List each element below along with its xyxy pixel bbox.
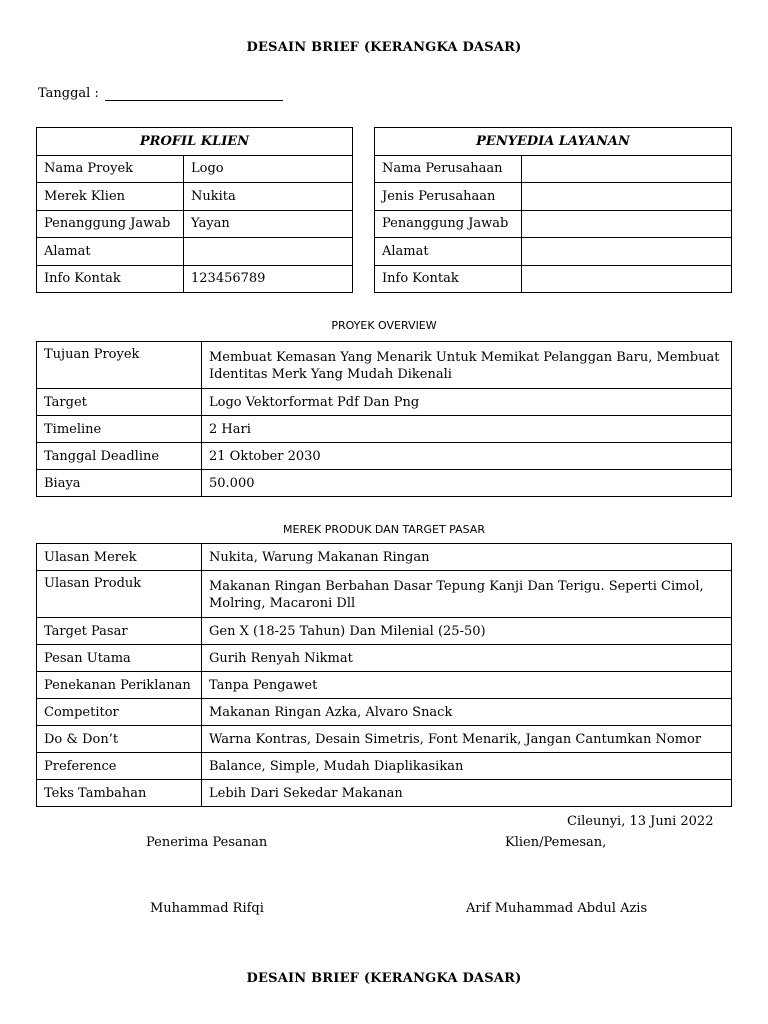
- row-value: Balance, Simple, Mudah Diaplikasikan: [202, 753, 732, 780]
- document-title: DESAIN BRIEF (KERANGKA DASAR): [246, 40, 522, 55]
- row-value: [522, 238, 732, 266]
- row-value: [522, 155, 732, 183]
- proyek-overview-table: [36, 341, 732, 497]
- row-label: Preference: [37, 753, 202, 780]
- footer-title: DESAIN BRIEF (KERANGKA DASAR): [246, 971, 522, 986]
- profil-klien-heading: PROFIL KLIEN: [37, 128, 353, 156]
- table-row: [375, 155, 732, 183]
- merek-produk-heading: MEREK PRODUK DAN TARGET PASAR: [283, 523, 485, 536]
- right-role: Klien/Pemesan,: [505, 835, 607, 850]
- row-label: Teks Tambahan: [37, 780, 202, 807]
- row-value: Makanan Ringan Azka, Alvaro Snack: [202, 699, 732, 726]
- row-value: Makanan Ringan Berbahan Dasar Tepung Kanji Dan Terigu. Seperti Cimol, Molring, Macaroni Dll: [202, 571, 732, 618]
- table-row: [37, 183, 353, 211]
- table-row: [375, 265, 732, 293]
- table-row: [37, 470, 732, 497]
- table-row: [37, 618, 732, 645]
- row-label: Tujuan Proyek: [37, 342, 202, 389]
- row-value: Gurih Renyah Nikmat: [202, 645, 732, 672]
- merek-produk-table: [36, 543, 732, 807]
- table-row: [37, 672, 732, 699]
- date-label: Tanggal :: [38, 86, 99, 101]
- row-label: Penanggung Jawab: [37, 210, 184, 238]
- row-label: Penekanan Periklanan: [37, 672, 202, 699]
- table-row: [37, 699, 732, 726]
- row-label: Nama Proyek: [37, 155, 184, 183]
- row-value: Warna Kontras, Desain Simetris, Font Menarik, Jangan Cantumkan Nomor: [202, 726, 732, 753]
- row-label: Jenis Perusahaan: [375, 183, 522, 211]
- row-value: Gen X (18-25 Tahun) Dan Milenial (25-50): [202, 618, 732, 645]
- table-row: [37, 389, 732, 416]
- table-row: [37, 265, 353, 293]
- row-label: Info Kontak: [37, 265, 184, 293]
- row-label: Ulasan Merek: [37, 544, 202, 571]
- row-label: Ulasan Produk: [37, 571, 202, 618]
- table-row: [375, 210, 732, 238]
- penyedia-layanan-heading: PENYEDIA LAYANAN: [375, 128, 732, 156]
- row-label: Nama Perusahaan: [375, 155, 522, 183]
- row-label: Tanggal Deadline: [37, 443, 202, 470]
- row-label: Target Pasar: [37, 618, 202, 645]
- row-label: Timeline: [37, 416, 202, 443]
- left-role: Penerima Pesanan: [146, 835, 268, 850]
- place-date: Cileunyi, 13 Juni 2022: [567, 814, 714, 829]
- row-value: 21 Oktober 2030: [202, 443, 732, 470]
- date-row: [38, 86, 283, 101]
- proyek-overview-heading: PROYEK OVERVIEW: [331, 319, 437, 332]
- row-label: Penanggung Jawab: [375, 210, 522, 238]
- row-label: Alamat: [375, 238, 522, 266]
- table-row: [37, 544, 732, 571]
- row-label: Merek Klien: [37, 183, 184, 211]
- row-value: [522, 183, 732, 211]
- table-row: [37, 416, 732, 443]
- table-row: [375, 238, 732, 266]
- table-row: [37, 726, 732, 753]
- row-value: Logo: [184, 155, 353, 183]
- table-row: [37, 753, 732, 780]
- row-label: Competitor: [37, 699, 202, 726]
- row-value: 123456789: [184, 265, 353, 293]
- row-value: Logo Vektorformat Pdf Dan Png: [202, 389, 732, 416]
- row-value: 2 Hari: [202, 416, 732, 443]
- row-value: [522, 265, 732, 293]
- table-row: [37, 645, 732, 672]
- row-value: Membuat Kemasan Yang Menarik Untuk Memikat Pelanggan Baru, Membuat Identitas Merk Yang Mudah Dikenali: [202, 342, 732, 389]
- left-signer-name: Muhammad Rifqi: [150, 901, 264, 916]
- row-value: 50.000: [202, 470, 732, 497]
- right-signer-name: Arif Muhammad Abdul Azis: [466, 901, 648, 916]
- row-label: Pesan Utama: [37, 645, 202, 672]
- row-value: Lebih Dari Sekedar Makanan: [202, 780, 732, 807]
- row-label: Alamat: [37, 238, 184, 266]
- table-row: [37, 210, 353, 238]
- penyedia-layanan-table: [374, 127, 732, 293]
- table-row: [37, 571, 732, 618]
- row-value: Nukita: [184, 183, 353, 211]
- table-row: [37, 155, 353, 183]
- profil-klien-table: [36, 127, 353, 293]
- row-value: [184, 238, 353, 266]
- table-row: [37, 238, 353, 266]
- row-label: Target: [37, 389, 202, 416]
- row-value: Yayan: [184, 210, 353, 238]
- table-row: [37, 342, 732, 389]
- row-label: Info Kontak: [375, 265, 522, 293]
- row-label: Biaya: [37, 470, 202, 497]
- table-row: [37, 780, 732, 807]
- row-value: [522, 210, 732, 238]
- row-value: Nukita, Warung Makanan Ringan: [202, 544, 732, 571]
- row-value: Tanpa Pengawet: [202, 672, 732, 699]
- table-row: [375, 183, 732, 211]
- date-blank-line: [105, 88, 283, 101]
- row-label: Do & Don’t: [37, 726, 202, 753]
- table-row: [37, 443, 732, 470]
